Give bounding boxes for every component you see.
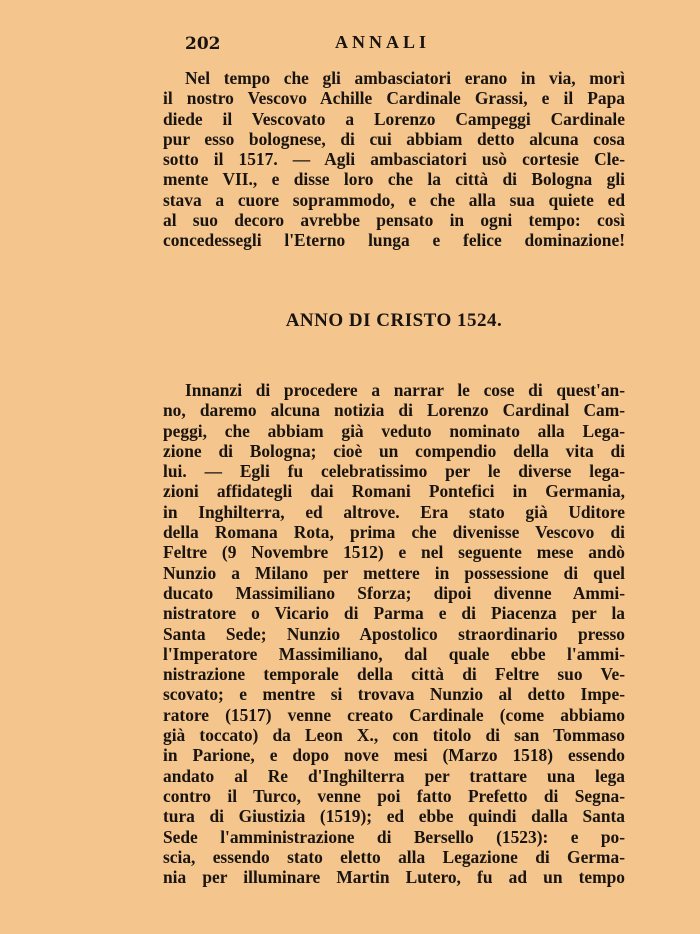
text-line: Nel tempo che gli ambasciatori erano in via, morì xyxy=(185,68,625,88)
text-line: ducato Massimiliano Sforza; dipoi divenne Ammi- xyxy=(163,582,625,603)
text-line: Innanzi di procedere a narrar le cose di quest'an- xyxy=(185,380,625,400)
text-line: nistratore o Vicario di Parma e di Piacenza per la xyxy=(163,603,625,624)
text-line: Nunzio a Milano per mettere in possessione di quel xyxy=(163,562,625,583)
text-line: nia per illuminare Martin Lutero, fu ad un tempo xyxy=(163,867,625,888)
paragraph-2 xyxy=(163,380,625,887)
paragraph-1 xyxy=(163,68,625,251)
text-line: diede il Vescovato a Lorenzo Campeggi Cardinale xyxy=(163,108,625,129)
text-line: già toccato) da Leon X., con titolo di san Tommaso xyxy=(163,725,625,746)
text-line: in Parione, e dopo nove mesi (Marzo 1518) essendo xyxy=(163,745,625,766)
text-line: Sede l'amministrazione di Bersello (1523): e po- xyxy=(163,826,625,847)
text-line: Feltre (9 Novembre 1512) e nel seguente mese andò xyxy=(163,542,625,563)
text-line: stava a cuore soprammodo, e che alla sua quiete ed xyxy=(163,189,625,210)
text-line: l'Imperatore Massimiliano, dal quale ebbe l'ammi- xyxy=(163,643,625,664)
text-line: sotto il 1517. — Agli ambasciatori usò cortesie Cle- xyxy=(163,149,625,170)
text-line: no, daremo alcuna notizia di Lorenzo Cardinal Cam- xyxy=(163,400,625,421)
text-line: peggi, che abbiam già veduto nominato alla Lega- xyxy=(163,420,625,441)
text-line: il nostro Vescovo Achille Cardinale Grassi, e il Papa xyxy=(163,88,625,109)
running-head: ANNALI xyxy=(335,32,431,52)
text-line: scia, essendo stato eletto alla Legazione di Germa- xyxy=(163,846,625,867)
text-line: della Romana Rota, prima che divenisse Vescovo di xyxy=(163,522,625,543)
text-line: concedessegli l'Eterno lunga e felice dominazione! xyxy=(163,230,625,251)
text-line: in Inghilterra, ed altrove. Era stato già Uditore xyxy=(163,501,625,522)
page-number: 202 xyxy=(185,34,221,54)
text-line: nistrazione temporale della città di Feltre suo Ve- xyxy=(163,664,625,685)
text-line: Santa Sede; Nunzio Apostolico straordinario presso xyxy=(163,623,625,644)
text-line: tura di Giustizia (1519); ed ebbe quindi dalla Santa xyxy=(163,806,625,827)
text-line: mente VII., e disse loro che la città di Bologna gli xyxy=(163,169,625,190)
page-header xyxy=(185,32,465,58)
text-line: contro il Turco, venne poi fatto Prefetto di Segna- xyxy=(163,785,625,806)
text-line: andato al Re d'Inghilterra per trattare una lega xyxy=(163,765,625,786)
text-line: pur esso bolognese, di cui abbiam detto alcuna cosa xyxy=(163,128,625,149)
text-line: lui. — Egli fu celebratissimo per le diverse lega- xyxy=(163,461,625,482)
text-line: zione di Bologna; cioè un compendio della vita di xyxy=(163,440,625,461)
text-line: ratore (1517) venne creato Cardinale (come abbiamo xyxy=(163,704,625,725)
section-title: ANNO DI CRISTO 1524. xyxy=(285,310,503,331)
text-line: zioni affidategli dai Romani Pontefici in Germania, xyxy=(163,481,625,502)
text-line: al suo decoro avrebbe pensato in ogni tempo: così xyxy=(163,210,625,231)
text-line: scovato; e mentre si trovava Nunzio al detto Impe- xyxy=(163,684,625,705)
